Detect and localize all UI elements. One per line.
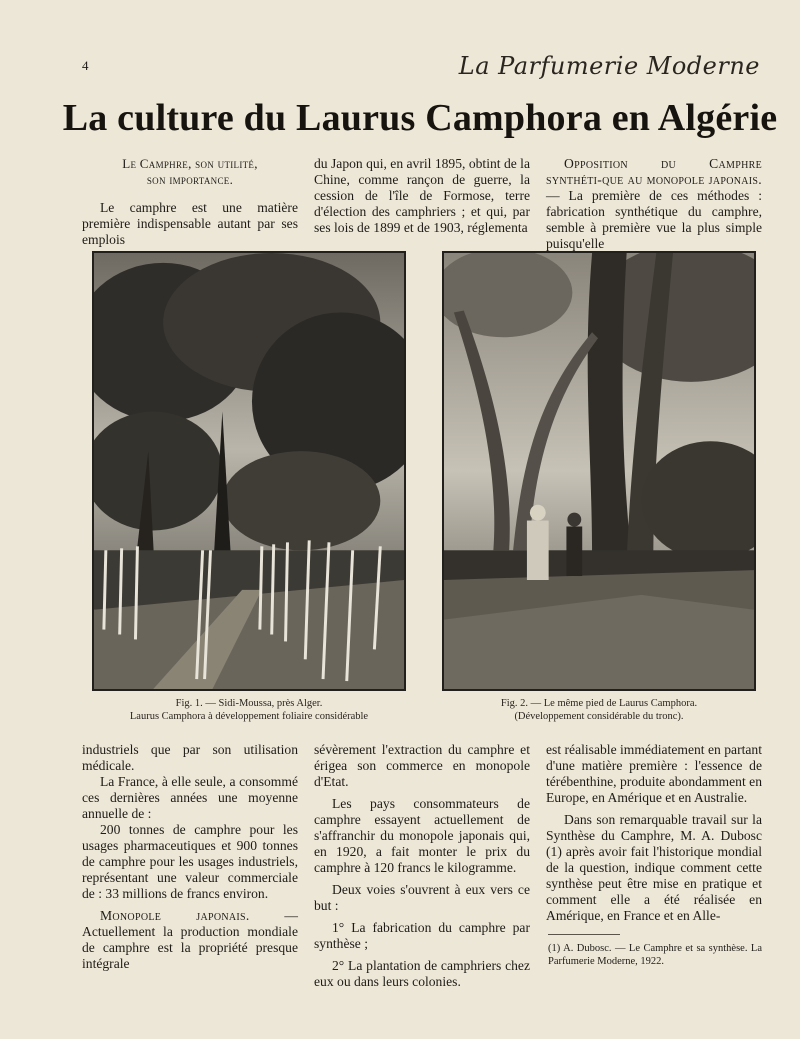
figure-1-caption: Fig. 1. — Sidi-Moussa, près Alger. Laurus Camphora à développement foliaire considérable	[129, 698, 369, 722]
figure-2-caption: Fig. 2. — Le même pied de Laurus Camphora. (Développement considérable du tronc).	[500, 698, 698, 722]
figure-2-photo	[442, 251, 756, 691]
section-heading-camphre-l2: son importance.	[146, 172, 234, 187]
section-heading-monopole: Monopole japonais.	[100, 908, 250, 923]
section-heading-opposition: Opposition du Camphre synthéti-que au monopole japonais.	[546, 156, 762, 187]
tree-plantation-image	[94, 253, 404, 689]
bottom-column-2	[314, 742, 530, 990]
paragraph: La France, à elle seule, a consommé ces dernières années une moyenne annuelle de :	[82, 774, 298, 821]
top-column-1	[82, 156, 298, 248]
journal-title: La Parfumerie Moderne	[458, 52, 760, 80]
paragraph: Opposition du Camphre synthéti-que au monopole japonais. — La première de ces méthodes : fabrication synthétique du camphre, semble à première vue la plus simple puisqu'elle	[546, 156, 762, 251]
page-number: 4	[82, 58, 89, 73]
paragraph: 2° La plantation de camphriers chez eux ou dans leurs colonies.	[314, 958, 530, 989]
paragraph: industriels que par son utilisation médicale.	[82, 742, 298, 773]
paragraph: du Japon qui, en avril 1895, obtint de la Chine, comme rançon de guerre, la cession de l'île de Formose, terre d'élection des camphriers ; et qui, par ses lois de 1899 et de 1903, réglementa	[314, 156, 530, 235]
article-title: La culture du Laurus Camphora en Algérie	[62, 97, 778, 139]
paragraph: Les pays consommateurs de camphre essayent actuellement de s'affranchir du monopole japonais qui, en 1920, a fait monter le prix du camphre à 120 francs le kilogramme.	[314, 796, 530, 875]
top-column-3	[546, 156, 762, 252]
paragraph: 200 tonnes de camphre pour les usages pharmaceutiques et 900 tonnes de camphre pour les usages industriels, représentant une valeur commerciale de : 33 millions de francs environ.	[82, 822, 298, 901]
tree-trunk-image	[444, 253, 754, 689]
paragraph: est réalisable immédiatement en partant d'une matière première : l'essence de térébenthine, produite abondamment en Europe, en Amérique et en Australie.	[546, 742, 762, 805]
footnote-divider	[548, 934, 620, 935]
footnote: (1) A. Dubosc. — Le Camphre et sa synthèse. La Parfumerie Moderne, 1922.	[548, 943, 762, 967]
paragraph: Dans son remarquable travail sur la Synthèse du Camphre, M. A. Dubosc (1) après avoir fait l'historique mondial de la question, indique comment cette synthèse peut être mise en pratique et comment elle a été réalisée en Amérique, en France et en Alle-	[546, 812, 762, 923]
paragraph: sévèrement l'extraction du camphre et érigea son commerce en monopole d'Etat.	[314, 742, 530, 789]
section-heading-camphre: Le Camphre, son utilité,	[122, 156, 258, 171]
paragraph: Monopole japonais. — Actuellement la production mondiale de camphre est la propriété presque intégrale	[82, 908, 298, 971]
paragraph: 1° La fabrication du camphre par synthèse ;	[314, 920, 530, 951]
bottom-column-1	[82, 742, 298, 972]
paragraph: Deux voies s'ouvrent à eux vers ce but :	[314, 882, 530, 913]
figure-1-photo	[92, 251, 406, 691]
bottom-column-3	[546, 742, 762, 924]
top-column-2	[314, 156, 530, 236]
paragraph: Le camphre est une matière première indispensable autant par ses emplois	[82, 200, 298, 247]
